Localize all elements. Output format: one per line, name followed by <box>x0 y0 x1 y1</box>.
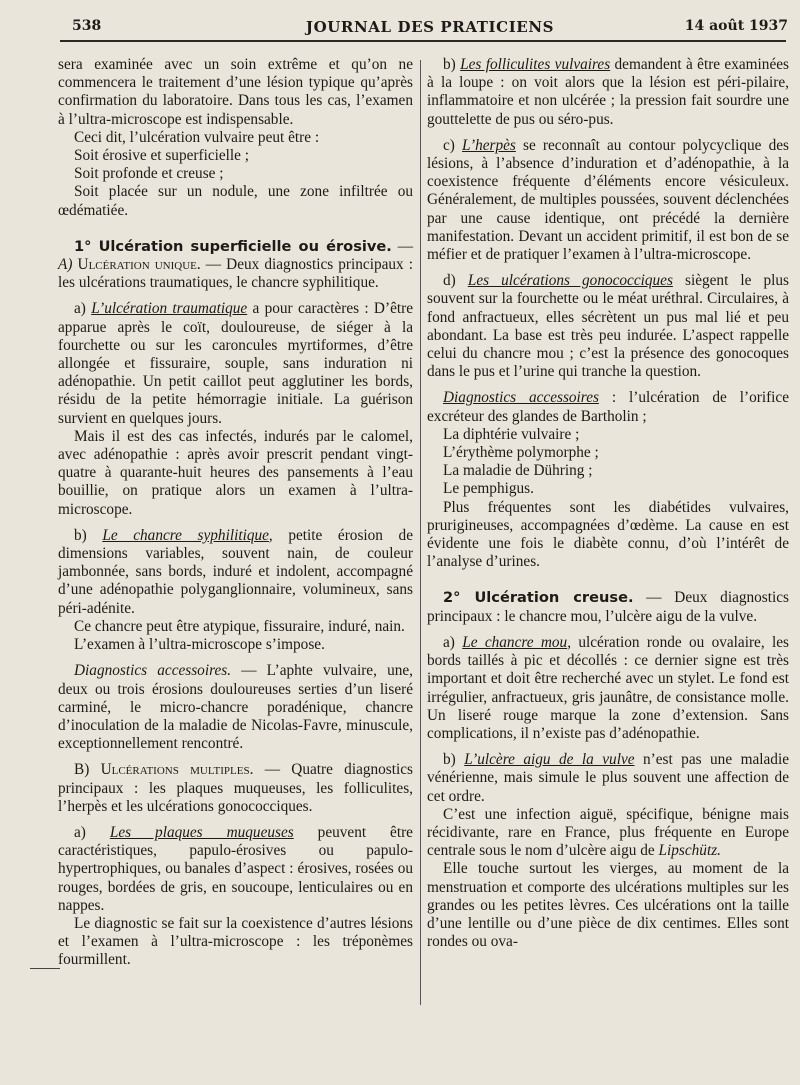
section-heading-2 <box>427 589 789 625</box>
left-column <box>58 56 413 970</box>
item-title: Diagnostics accessoires. <box>74 662 232 680</box>
item-label: B) <box>74 761 101 779</box>
list-item: Soit érosive et superficielle ; <box>74 147 250 165</box>
item-text: , petite érosion de dimensions variables, souvent nain, de couleur jambonnée, sans bords, induré et indolent, accompagné d’une adénopathie polyganglionnaire, volumineux, sans péri-adénite. <box>58 526 413 617</box>
list-item: La maladie de Dühring ; <box>443 462 593 480</box>
item-title: Les ulcérations gonococciques <box>467 272 673 290</box>
paragraph <box>58 527 413 618</box>
paragraph <box>427 634 789 743</box>
item-title: Les folliculites vulvaires <box>460 56 611 73</box>
item-title: L’herpès <box>462 136 516 154</box>
item-label: a) <box>443 633 463 651</box>
heading-number: 2° <box>443 589 475 607</box>
item-title: Diagnostics accessoires <box>443 389 599 407</box>
header-rule <box>60 40 786 42</box>
heading-text: — Deux diagnostics principaux : le chancre mou, l’ulcère aigu de la vulve. <box>427 589 789 625</box>
item-label: a) <box>74 300 92 318</box>
item-text: peuvent être caractéristiques, papulo-érosives ou papulo-hypertrophiques, ou banales d’aspect : érosives, rosées ou rouges, bordées de gris, en soucoupe, lenticulaires ou en nappes. <box>58 823 413 914</box>
item-text: , ulcération ronde ou ovalaire, les bords taillés à pic et décollés : ce dernier signe est très important et doit être recherché avec un stylet. Le fond est irrégulier, anfractueux, gris jaunâtre, de consistance molle. Un liseré rouge marque la zone d’extension. Sans complications, il n’existe pas d’adénopathie. <box>427 633 789 742</box>
item-label: a) <box>74 823 110 841</box>
subsection-title: Ulcérations multiples. <box>100 761 254 779</box>
paragraph: Le diagnostic se fait sur la coexistence d’autres lésions et l’examen à l’ultra-microscope : les tréponèmes fourmillent. <box>58 914 413 969</box>
paragraph: Ce chancre peut être atypique, fissuraire, induré, nain. <box>74 617 405 635</box>
paragraph: L’examen à l’ultra-microscope s’impose. <box>74 636 325 654</box>
section-heading-1 <box>58 238 413 293</box>
item-label: b) <box>74 526 103 544</box>
paragraph <box>58 761 413 816</box>
item-label: d) <box>443 272 468 290</box>
paragraph <box>427 389 789 425</box>
paragraph <box>58 662 413 753</box>
heading-number: 1° <box>74 237 99 255</box>
heading-title: Ulcération superficielle ou érosive. <box>98 237 392 255</box>
item-label: b) <box>443 751 465 769</box>
paragraph <box>427 56 789 129</box>
issue-date: 14 août 1937 <box>684 18 788 34</box>
list-item: Soit placée sur un nodule, une zone infiltrée ou œdématiée. <box>58 183 413 219</box>
paragraph: Mais il est des cas infectés, indurés par le calomel, avec adénopathie : après avoir prescrit pendant vingt-quatre à quarante-huit heures des pansements à l’eau bouillie, on pratique alors un examen à l’ultra-microscope. <box>58 427 413 518</box>
page-header <box>72 18 788 42</box>
item-text: a pour caractères : D’être apparue après le coït, douloureuse, de siéger à la fourchette ou sur les caroncules myrtiformes, d’être allongée et fissuraire, souple, sans induration ni adénopathie. Un petit caillot peut agglutiner les bords, résidu de la petite hémorragie initiale. La guérison survient en quelques jours. <box>58 300 413 427</box>
eponym: Lipschütz. <box>658 842 721 860</box>
margin-mark <box>30 968 60 969</box>
item-label: c) <box>443 136 463 154</box>
item-title: Le chancre syphilitique <box>102 526 269 544</box>
right-column <box>427 56 789 951</box>
item-text: C’est une infection aiguë, spécifique, bénigne mais récidivante, rare en France, plus fréquente en Europe centrale sous le nom d’ulcère aigu de <box>427 805 789 860</box>
paragraph <box>427 751 789 806</box>
item-text: — Quatre diagnostics principaux : les plaques muqueuses, les folliculites, l’herpès et les ulcérations gonococciques. <box>58 761 413 815</box>
paragraph: Elle touche surtout les vierges, au moment de la menstruation et comporte des ulcérations multiples sur les grandes ou les petites lèvres. Ces ulcérations ont la taille d’une lentille ou d’une pièce de dix centimes. Elles sont rondes ou ova- <box>427 860 789 951</box>
subsection-title: Ulcération unique. <box>72 256 201 274</box>
paragraph <box>58 824 413 915</box>
item-text: — L’aphte vulvaire, une, deux ou trois érosions douloureuses serties d’un liseré carminé, le micro-chancre poradénique, chancre d’inoculation de la maladie de Nicolas-Favre, minuscule, exceptionnellement rencontré. <box>58 662 413 753</box>
paragraph <box>427 806 789 861</box>
list-item: L’érythème polymorphe ; <box>443 444 599 462</box>
paragraph <box>58 300 413 427</box>
paragraph <box>427 272 789 381</box>
subsection-letter: A) <box>58 256 73 274</box>
list-item: Soit profonde et creuse ; <box>74 165 224 183</box>
list-item: La diphtérie vulvaire ; <box>443 425 580 443</box>
item-title: Les plaques muqueuses <box>109 823 294 841</box>
item-text: : l’ulcération de l’orifice excréteur des glandes de Bartholin ; <box>427 389 789 425</box>
paragraph: sera examinée avec un soin extrême et qu’on ne commencera le traitement d’une lésion typique qu’après confirmation du laboratoire. Dans tous les cas, l’examen à l’ultra-microscope est indispensable. <box>58 56 413 128</box>
item-title: Le chancre mou <box>462 633 568 651</box>
item-label: b) <box>443 56 461 73</box>
paragraph: Plus fréquentes sont les diabétides vulvaires, prurigineuses, accompagnées d’œdème. La cause en est évidente une fois le diabète connu, d’où l’intérêt de l’analyse d’urines. <box>427 498 789 571</box>
list-item: Le pemphigus. <box>443 480 534 498</box>
column-divider <box>420 60 421 1005</box>
paragraph <box>427 137 789 264</box>
item-text: se reconnaît au contour polycyclique des lésions, à l’absence d’induration et d’adénopathie, à la coexistence fréquente d’éléments encore vésiculeux. Généralement, de multiples poussées, souvent déclenchées par une cause identique, ont précédé la dernière manifestation. Devant un accident primitif, il est bon de se méfier et de pratiquer l’examen à l’ultra-microscope. <box>427 136 789 264</box>
heading-title: Ulcération creuse. <box>474 589 634 607</box>
item-text: siègent le plus souvent sur la fourchette ou le méat uréthral. Circulaires, à fond anfractueux, elles sécrètent un pus mal lié et peu abondant. La base est très peu indurée. L’aspect rappelle celui du chancre mou ; c’est la présence des gonocoques dans le pus et l’urine qui tranche la question. <box>427 272 789 381</box>
item-text: n’est pas une maladie vénérienne, mais simule le plus souvent une affection de cet ordre. <box>427 751 789 805</box>
item-title: L’ulcération traumatique <box>91 300 248 318</box>
paragraph: Ceci dit, l’ulcération vulvaire peut être : <box>74 128 320 146</box>
item-text: demandent à être examinées à la loupe : on voit alors que la lésion est péri-pilaire, inflammatoire et non ulcérée ; la pression fait sourdre une gouttelette de pus ou séro-pus. <box>427 56 789 128</box>
item-title: L’ulcère aigu de la vulve <box>464 751 635 769</box>
heading-dash: — <box>391 237 413 255</box>
journal-title: JOURNAL DES PRATICIENS <box>305 18 555 36</box>
page-number: 538 <box>72 18 102 34</box>
heading-text: — Deux diagnostics principaux : les ulcérations traumatiques, le chancre syphilitique. <box>58 256 413 292</box>
